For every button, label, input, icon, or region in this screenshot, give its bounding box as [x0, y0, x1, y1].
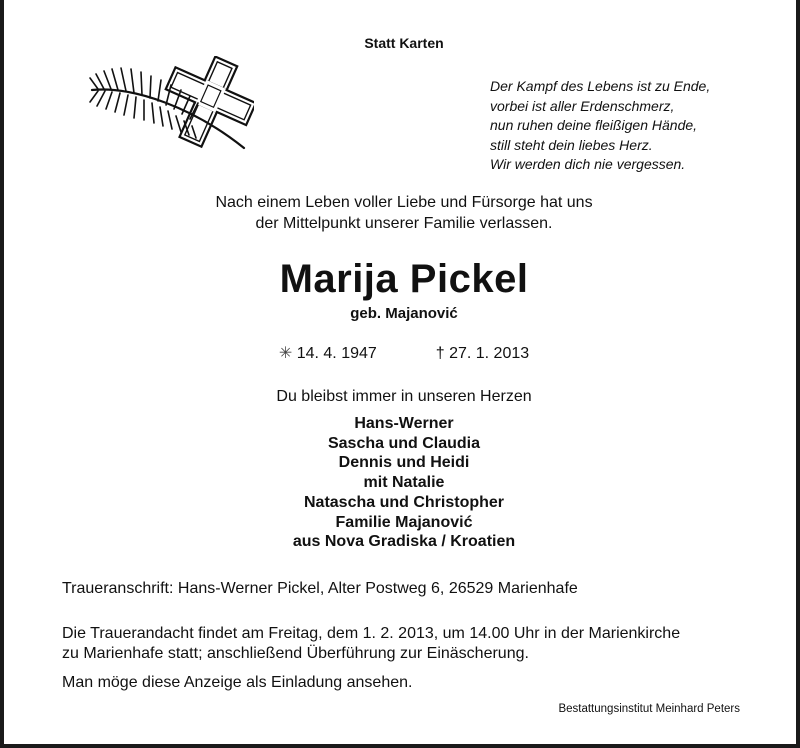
ceremony-line: zu Marienhafe statt; anschließend Überführung zur Einäscherung.: [62, 645, 529, 662]
deceased-name: Marija Pickel: [279, 257, 529, 301]
poem-line: Wir werden dich nie vergessen.: [490, 156, 686, 172]
mourner-name: aus Nova Gradiska / Kroatien: [292, 533, 516, 551]
mourner-name: Sascha und Claudia: [327, 434, 481, 452]
mourners-intro: Du bleibst immer in unseren Herzen: [276, 388, 532, 405]
undertaker-credit: Bestattungsinstitut Meinhard Peters: [558, 703, 740, 715]
birth-date: 14. 4. 1947: [296, 345, 377, 362]
ceremony-line: Die Trauerandacht findet am Freitag, dem 1. 2. 2013, um 14.00 Uhr in der Marienkirche: [62, 625, 681, 642]
life-dates: [4, 343, 800, 363]
invitation-note: Man möge diese Anzeige als Einladung ansehen.: [62, 674, 413, 691]
birth-star-icon: ✳: [278, 345, 293, 362]
death-date: 27. 1. 2013: [449, 345, 530, 362]
maiden-name: geb. Majanović: [350, 305, 458, 322]
mourning-address: Traueranschrift: Hans-Werner Pickel, Alter Postweg 6, 26529 Marienhafe: [62, 580, 578, 597]
intro-text: [4, 192, 800, 234]
intro-line: Nach einem Leben voller Liebe und Fürsorge hat uns: [215, 194, 593, 211]
mourners-list: [4, 414, 800, 552]
statt-karten-heading: Statt Karten: [364, 35, 444, 51]
poem-line: nun ruhen deine fleißigen Hände,: [490, 117, 698, 133]
intro-line: der Mittelpunkt unserer Familie verlassen.: [255, 215, 553, 232]
mourner-name: mit Natalie: [363, 474, 445, 492]
mourner-name: Familie Majanović: [335, 513, 473, 531]
ceremony-info: [62, 624, 680, 664]
death-cross-icon: †: [435, 345, 445, 362]
memorial-poem: [490, 77, 790, 175]
poem-line: Der Kampf des Lebens ist zu Ende,: [490, 78, 711, 94]
cross-with-palm-branch-icon: [84, 56, 254, 161]
poem-line: still steht dein liebes Herz.: [490, 136, 653, 153]
mourner-name: Hans-Werner: [354, 415, 454, 432]
mourner-name: Dennis und Heidi: [338, 454, 470, 472]
poem-line: vorbei ist aller Erdenschmerz,: [490, 97, 675, 114]
mourner-name: Natascha und Christopher: [303, 493, 505, 511]
